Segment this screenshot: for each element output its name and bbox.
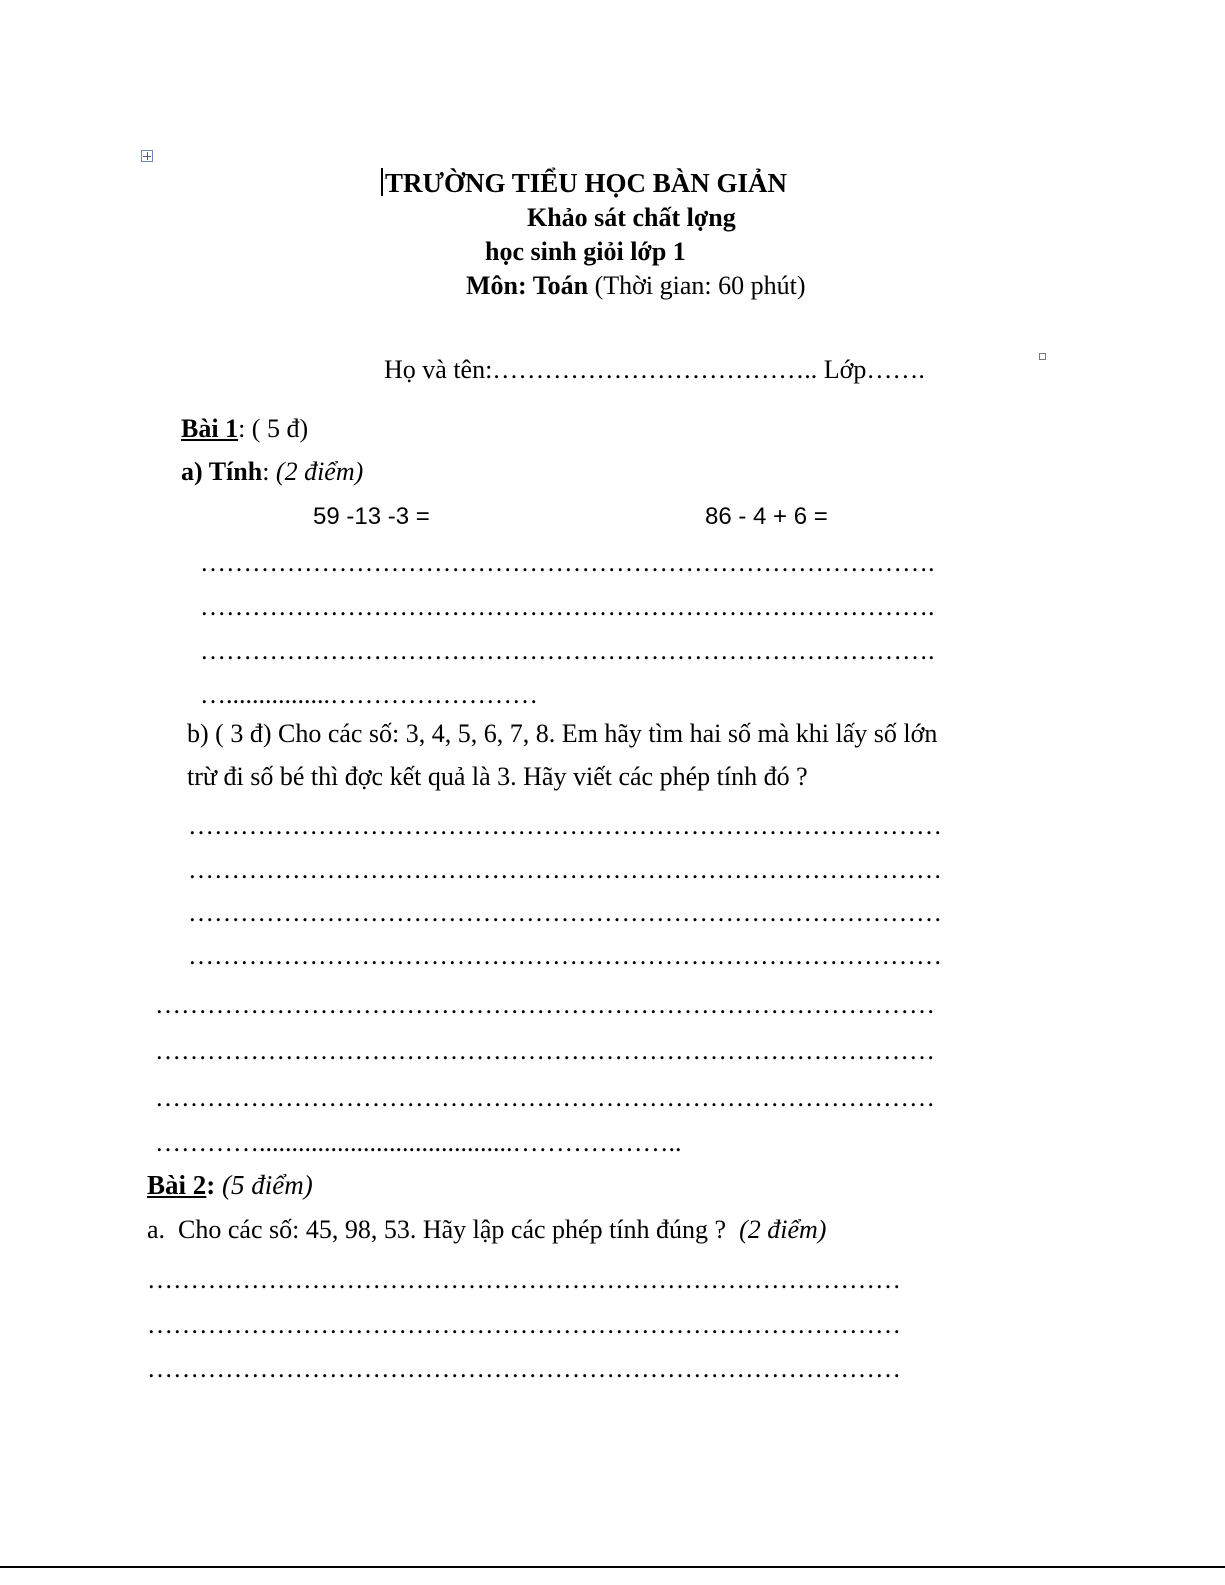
- bai2a-points: (2 điểm): [739, 1215, 827, 1244]
- bai2-colon: :: [206, 1170, 216, 1200]
- bai1a-label: a) Tính: [181, 457, 263, 486]
- answer-line: ……………………………………………………………………………: [188, 900, 942, 926]
- table-move-handle-icon[interactable]: [141, 150, 153, 162]
- bai2a-text: a. Cho các số: 45, 98, 53. Hãy lập các phép tính đúng ?: [147, 1215, 740, 1244]
- bai1-heading: [181, 416, 308, 442]
- answer-line: ……………………………………………………………………………: [147, 1312, 901, 1338]
- grade-title: học sinh giỏi lớp 1: [485, 237, 686, 266]
- subject-label: Môn: Toán: [466, 271, 589, 300]
- bai1a-colon: :: [262, 457, 276, 486]
- answer-line: ……………………………………………………………………………: [147, 1267, 901, 1293]
- bai1a-points: (2 điểm): [275, 457, 364, 486]
- bai2-title: Bài 2: [147, 1170, 207, 1200]
- bai1b-line2: trừ đi số bé thì đợc kết quả là 3. Hãy viết các phép tính đó ?: [187, 762, 808, 791]
- answer-line: ……………………………………………………………………………: [147, 1356, 901, 1382]
- time-label: (Thời gian: 60 phút): [594, 271, 806, 300]
- bai1-title: Bài 1: [181, 414, 239, 443]
- cell-end-marker-icon: [1039, 353, 1046, 360]
- answer-line: ………………………………………………………………………….: [200, 638, 935, 664]
- bai1a-heading: [181, 459, 363, 485]
- answer-line: ………………………………………………………………………………: [155, 1085, 935, 1111]
- bai1-points: : ( 5 đ): [238, 414, 309, 443]
- answer-line: ……………………………………………………………………………: [188, 813, 942, 839]
- name-class-line: Họ và tên:……………………………….. Lớp…….: [384, 355, 925, 384]
- answer-line: …................……………………: [200, 682, 538, 708]
- text-cursor: [381, 168, 383, 196]
- expression-1: 59 -13 -3 =: [313, 503, 430, 530]
- expression-2: 86 - 4 + 6 =: [705, 503, 828, 530]
- answer-line: ………………………………………………………………………….: [200, 550, 935, 576]
- answer-line: ………………………………………………………………………………: [155, 992, 935, 1018]
- survey-title: Khảo sát chất lợng: [527, 203, 736, 232]
- school-name: TRƯỜNG TIỂU HỌC BÀN GIẢN: [385, 168, 788, 198]
- answer-line: ……………………………………………………………………………: [188, 857, 942, 883]
- page-bottom-border: [0, 1566, 1225, 1568]
- answer-line: ………….......................................………………..: [155, 1130, 682, 1156]
- bai2-heading: [147, 1172, 313, 1199]
- subject-line: [466, 273, 806, 299]
- bai2-points: (5 điểm): [222, 1170, 313, 1200]
- answer-line: ……………………………………………………………………………: [188, 943, 942, 969]
- bai1b-line1: b) ( 3 đ) Cho các số: 3, 4, 5, 6, 7, 8. Em hãy tìm hai số mà khi lấy số lớn: [187, 719, 938, 748]
- bai2a-line: [147, 1217, 826, 1243]
- answer-line: ………………………………………………………………………………: [155, 1038, 935, 1064]
- answer-line: ………………………………………………………………………….: [200, 594, 935, 620]
